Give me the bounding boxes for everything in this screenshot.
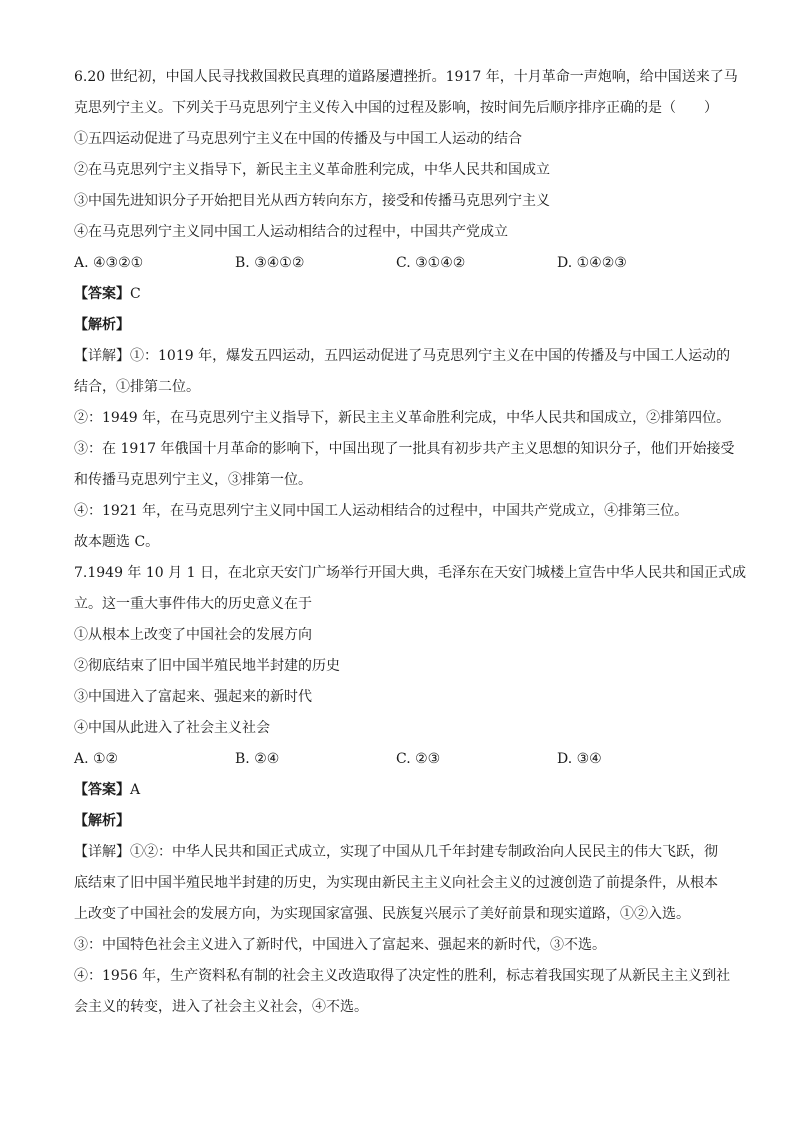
q6-item-1: ①五四运动促进了马克思列宁主义在中国的传播及与中国工人运动的结合 <box>74 131 522 147</box>
q7-item-3: ③中国进入了富起来、强起来的新时代 <box>74 689 312 705</box>
q7-option-c: C. ②③ <box>396 751 441 767</box>
q7-detail-line-5: ④：1956 年，生产资料私有制的社会主义改造取得了决定性的胜利，标志着我国实现了从新民主主义到社 <box>74 968 731 984</box>
q7-analysis <box>74 806 734 837</box>
q6-detail-line-2: 结合，①排第二位。 <box>74 379 200 395</box>
q7-options <box>74 744 734 775</box>
q6-detail-line-6: ④：1921 年，在马克思列宁主义同中国工人运动相结合的过程中，中国共产党成立，④排第三位。 <box>74 503 689 519</box>
q6-option-d: D. ①④②③ <box>557 255 627 271</box>
q6-answer <box>74 279 734 310</box>
q6-item-3: ③中国先进知识分子开始把目光从西方转向东方，接受和传播马克思列宁主义 <box>74 193 550 209</box>
q7-item-2: ②彻底结束了旧中国半殖民地半封建的历史 <box>74 658 340 674</box>
document-page <box>74 62 746 1023</box>
q7-option-a: A. ①② <box>74 751 119 767</box>
q7-answer <box>74 775 734 806</box>
q6-stem-line-2: 克思列宁主义。下列关于马克思列宁主义传入中国的过程及影响，按时间先后顺序排序正确的是（ ） <box>74 100 718 116</box>
q6-answer-tag: 【答案】 <box>74 286 130 302</box>
q6-analysis-tag: 【解析】 <box>74 317 130 333</box>
q6-detail-line-4: ③：在 1917 年俄国十月革命的影响下，中国出现了一批具有初步共产主义思想的知识分子，他们开始接受 <box>74 441 735 457</box>
q6-option-b: B. ③④①② <box>235 255 305 271</box>
q6-detail-line-5: 和传播马克思列宁主义，③排第一位。 <box>74 472 312 488</box>
q7-stem-line-2: 立。这一重大事件伟大的历史意义在于 <box>74 596 312 612</box>
question-6 <box>74 62 738 558</box>
q6-item-4: ④在马克思列宁主义同中国工人运动相结合的过程中，中国共产党成立 <box>74 224 508 240</box>
q7-stem-line-1: 7.1949 年 10 月 1 日，在北京天安门广场举行开国大典，毛泽东在天安门城楼上宣告中华人民共和国正式成 <box>74 565 746 581</box>
q7-answer-value: A <box>130 782 141 798</box>
q7-item-4: ④中国从此进入了社会主义社会 <box>74 720 270 736</box>
q6-analysis <box>74 310 734 341</box>
q6-option-c: C. ③①④② <box>396 255 466 271</box>
q6-answer-value: C <box>130 286 141 302</box>
q6-option-a: A. ④③②① <box>74 255 144 271</box>
q6-detail-line-1: 【详解】①：1019 年，爆发五四运动，五四运动促进了马克思列宁主义在中国的传播及与中国工人运动的 <box>74 348 731 364</box>
q7-detail-line-4: ③：中国特色社会主义进入了新时代，中国进入了富起来、强起来的新时代，③不选。 <box>74 937 606 953</box>
q6-detail-line-3: ②：1949 年，在马克思列宁主义指导下，新民主主义革命胜利完成，中华人民共和国成立，②排第四位。 <box>74 410 731 426</box>
q7-answer-tag: 【答案】 <box>74 782 130 798</box>
q7-detail-line-2: 底结束了旧中国半殖民地半封建的历史，为实现由新民主主义向社会主义的过渡创造了前提条件，从根本 <box>74 875 718 891</box>
q6-detail-line-7: 故本题选 C。 <box>74 534 160 550</box>
q7-detail-line-6: 会主义的转变，进入了社会主义社会，④不选。 <box>74 999 368 1015</box>
q7-item-1: ①从根本上改变了中国社会的发展方向 <box>74 627 312 643</box>
q6-item-2: ②在马克思列宁主义指导下，新民主主义革命胜利完成，中华人民共和国成立 <box>74 162 550 178</box>
q6-options <box>74 248 734 279</box>
q6-stem-line-1: 6.20 世纪初，中国人民寻找救国救民真理的道路屡遭挫折。1917 年，十月革命一声炮响，给中国送来了马 <box>74 69 738 85</box>
q7-detail-line-3: 上改变了中国社会的发展方向，为实现国家富强、民族复兴展示了美好前景和现实道路，①②入选。 <box>74 906 690 922</box>
q7-option-d: D. ③④ <box>557 751 602 767</box>
q7-option-b: B. ②④ <box>235 751 280 767</box>
q7-analysis-tag: 【解析】 <box>74 813 130 829</box>
question-7 <box>74 558 746 1023</box>
q7-detail-line-1: 【详解】①②：中华人民共和国正式成立，实现了中国从几千年封建专制政治向人民民主的伟大飞跃，彻 <box>74 844 718 860</box>
